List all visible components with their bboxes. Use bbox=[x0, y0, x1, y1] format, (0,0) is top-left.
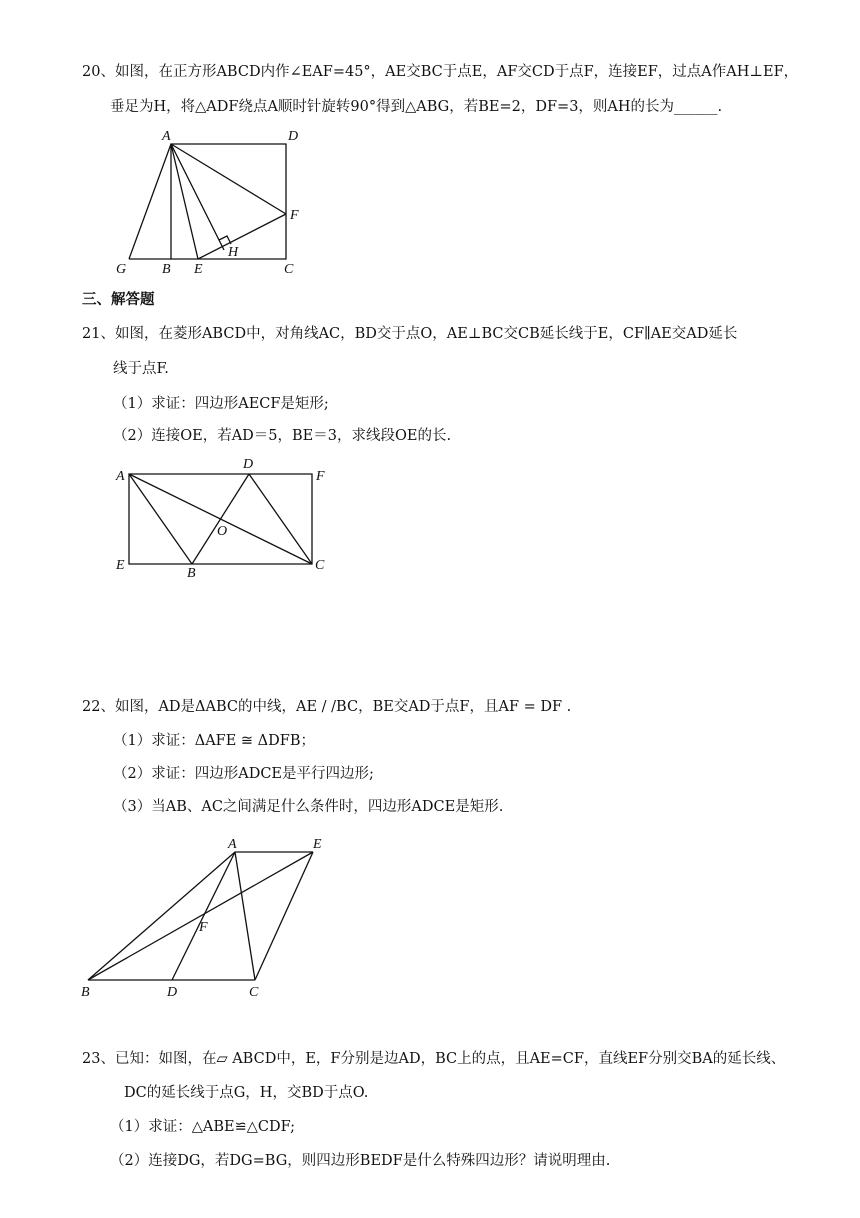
segment-ad bbox=[172, 852, 235, 980]
q22-figure bbox=[75, 830, 345, 1002]
q21-text-line2: 线于点F. bbox=[113, 361, 169, 377]
segment-ce bbox=[255, 852, 313, 980]
q23-text-line2: DC的延长线于点G，H，交BD于点O. bbox=[124, 1085, 369, 1101]
segment-ac bbox=[129, 474, 312, 564]
label-a: A bbox=[228, 837, 237, 852]
label-e: E bbox=[194, 262, 203, 277]
q21-text-line1: 21、如图，在菱形ABCD中，对角线AC，BD交于点O，AE⊥BC交CB延长线于E，CF∥AE交AD延长 bbox=[82, 326, 738, 342]
segment-ef bbox=[198, 214, 286, 259]
q23-part1: （1）求证：△ABE≌△CDF; bbox=[110, 1119, 296, 1135]
label-c: C bbox=[315, 558, 325, 573]
label-a: A bbox=[162, 129, 171, 144]
label-c: C bbox=[249, 985, 259, 1000]
label-b: B bbox=[81, 985, 90, 1000]
segment-ag bbox=[129, 144, 171, 259]
label-o: O bbox=[217, 524, 228, 539]
q22-part1: （1）求证：ΔAFE ≅ ΔDFB； bbox=[113, 733, 315, 749]
q22-part2: （2）求证：四边形ADCE是平行四边形; bbox=[113, 766, 374, 782]
q23-part2: （2）连接DG，若DG=BG，则四边形BEDF是什么特殊四边形？请说明理由. bbox=[110, 1153, 611, 1169]
label-f: F bbox=[199, 920, 208, 935]
label-f: F bbox=[290, 208, 299, 223]
q20-text-line2: 垂足为H，将△ADF绕点A顺时针旋转90°得到△ABG，若BE=2，DF=3，则AH的长为______. bbox=[110, 99, 723, 115]
section-heading: 三、解答题 bbox=[82, 291, 155, 308]
q22-text-line1: 22、如图，AD是ΔABC的中线，AE / /BC，BE交AD于点F，且AF = DF . bbox=[82, 699, 572, 715]
label-d: D bbox=[243, 457, 254, 472]
q21-figure bbox=[110, 455, 340, 580]
q23-text-line1: 23、已知：如图，在▱ ABCD中，E，F分别是边AD，BC上的点，且AE=CF，直线EF分别交BA的延长线、 bbox=[82, 1051, 786, 1067]
q21-part2: （2）连接OE，若AD＝5，BE＝3，求线段OE的长. bbox=[113, 428, 452, 444]
label-h: H bbox=[228, 245, 239, 260]
segment-ac bbox=[235, 852, 255, 980]
q22-part3: （3）当AB、AC之间满足什么条件时，四边形ADCE是矩形. bbox=[113, 799, 504, 815]
segment-ae bbox=[171, 144, 198, 259]
square-abcd bbox=[171, 144, 286, 259]
segment-ab bbox=[88, 852, 235, 980]
segment-be bbox=[88, 852, 313, 980]
label-e: E bbox=[116, 558, 125, 573]
label-c: C bbox=[284, 262, 294, 277]
label-d: D bbox=[288, 129, 299, 144]
label-e: E bbox=[313, 837, 322, 852]
label-f: F bbox=[316, 469, 325, 484]
q21-part1: （1）求证：四边形AECF是矩形; bbox=[113, 396, 329, 412]
label-b: B bbox=[187, 566, 196, 580]
segment-ab bbox=[129, 474, 192, 564]
label-b: B bbox=[162, 262, 171, 277]
q20-figure bbox=[110, 124, 310, 280]
q20-text-line1: 20、如图，在正方形ABCD内作∠EAF=45°，AE交BC于点E，AF交CD于点F，连接EF，过点A作AH⊥EF， bbox=[82, 64, 799, 80]
label-g: G bbox=[116, 262, 127, 277]
segment-dc bbox=[249, 474, 312, 564]
label-d: D bbox=[167, 985, 178, 1000]
label-a: A bbox=[116, 469, 125, 484]
